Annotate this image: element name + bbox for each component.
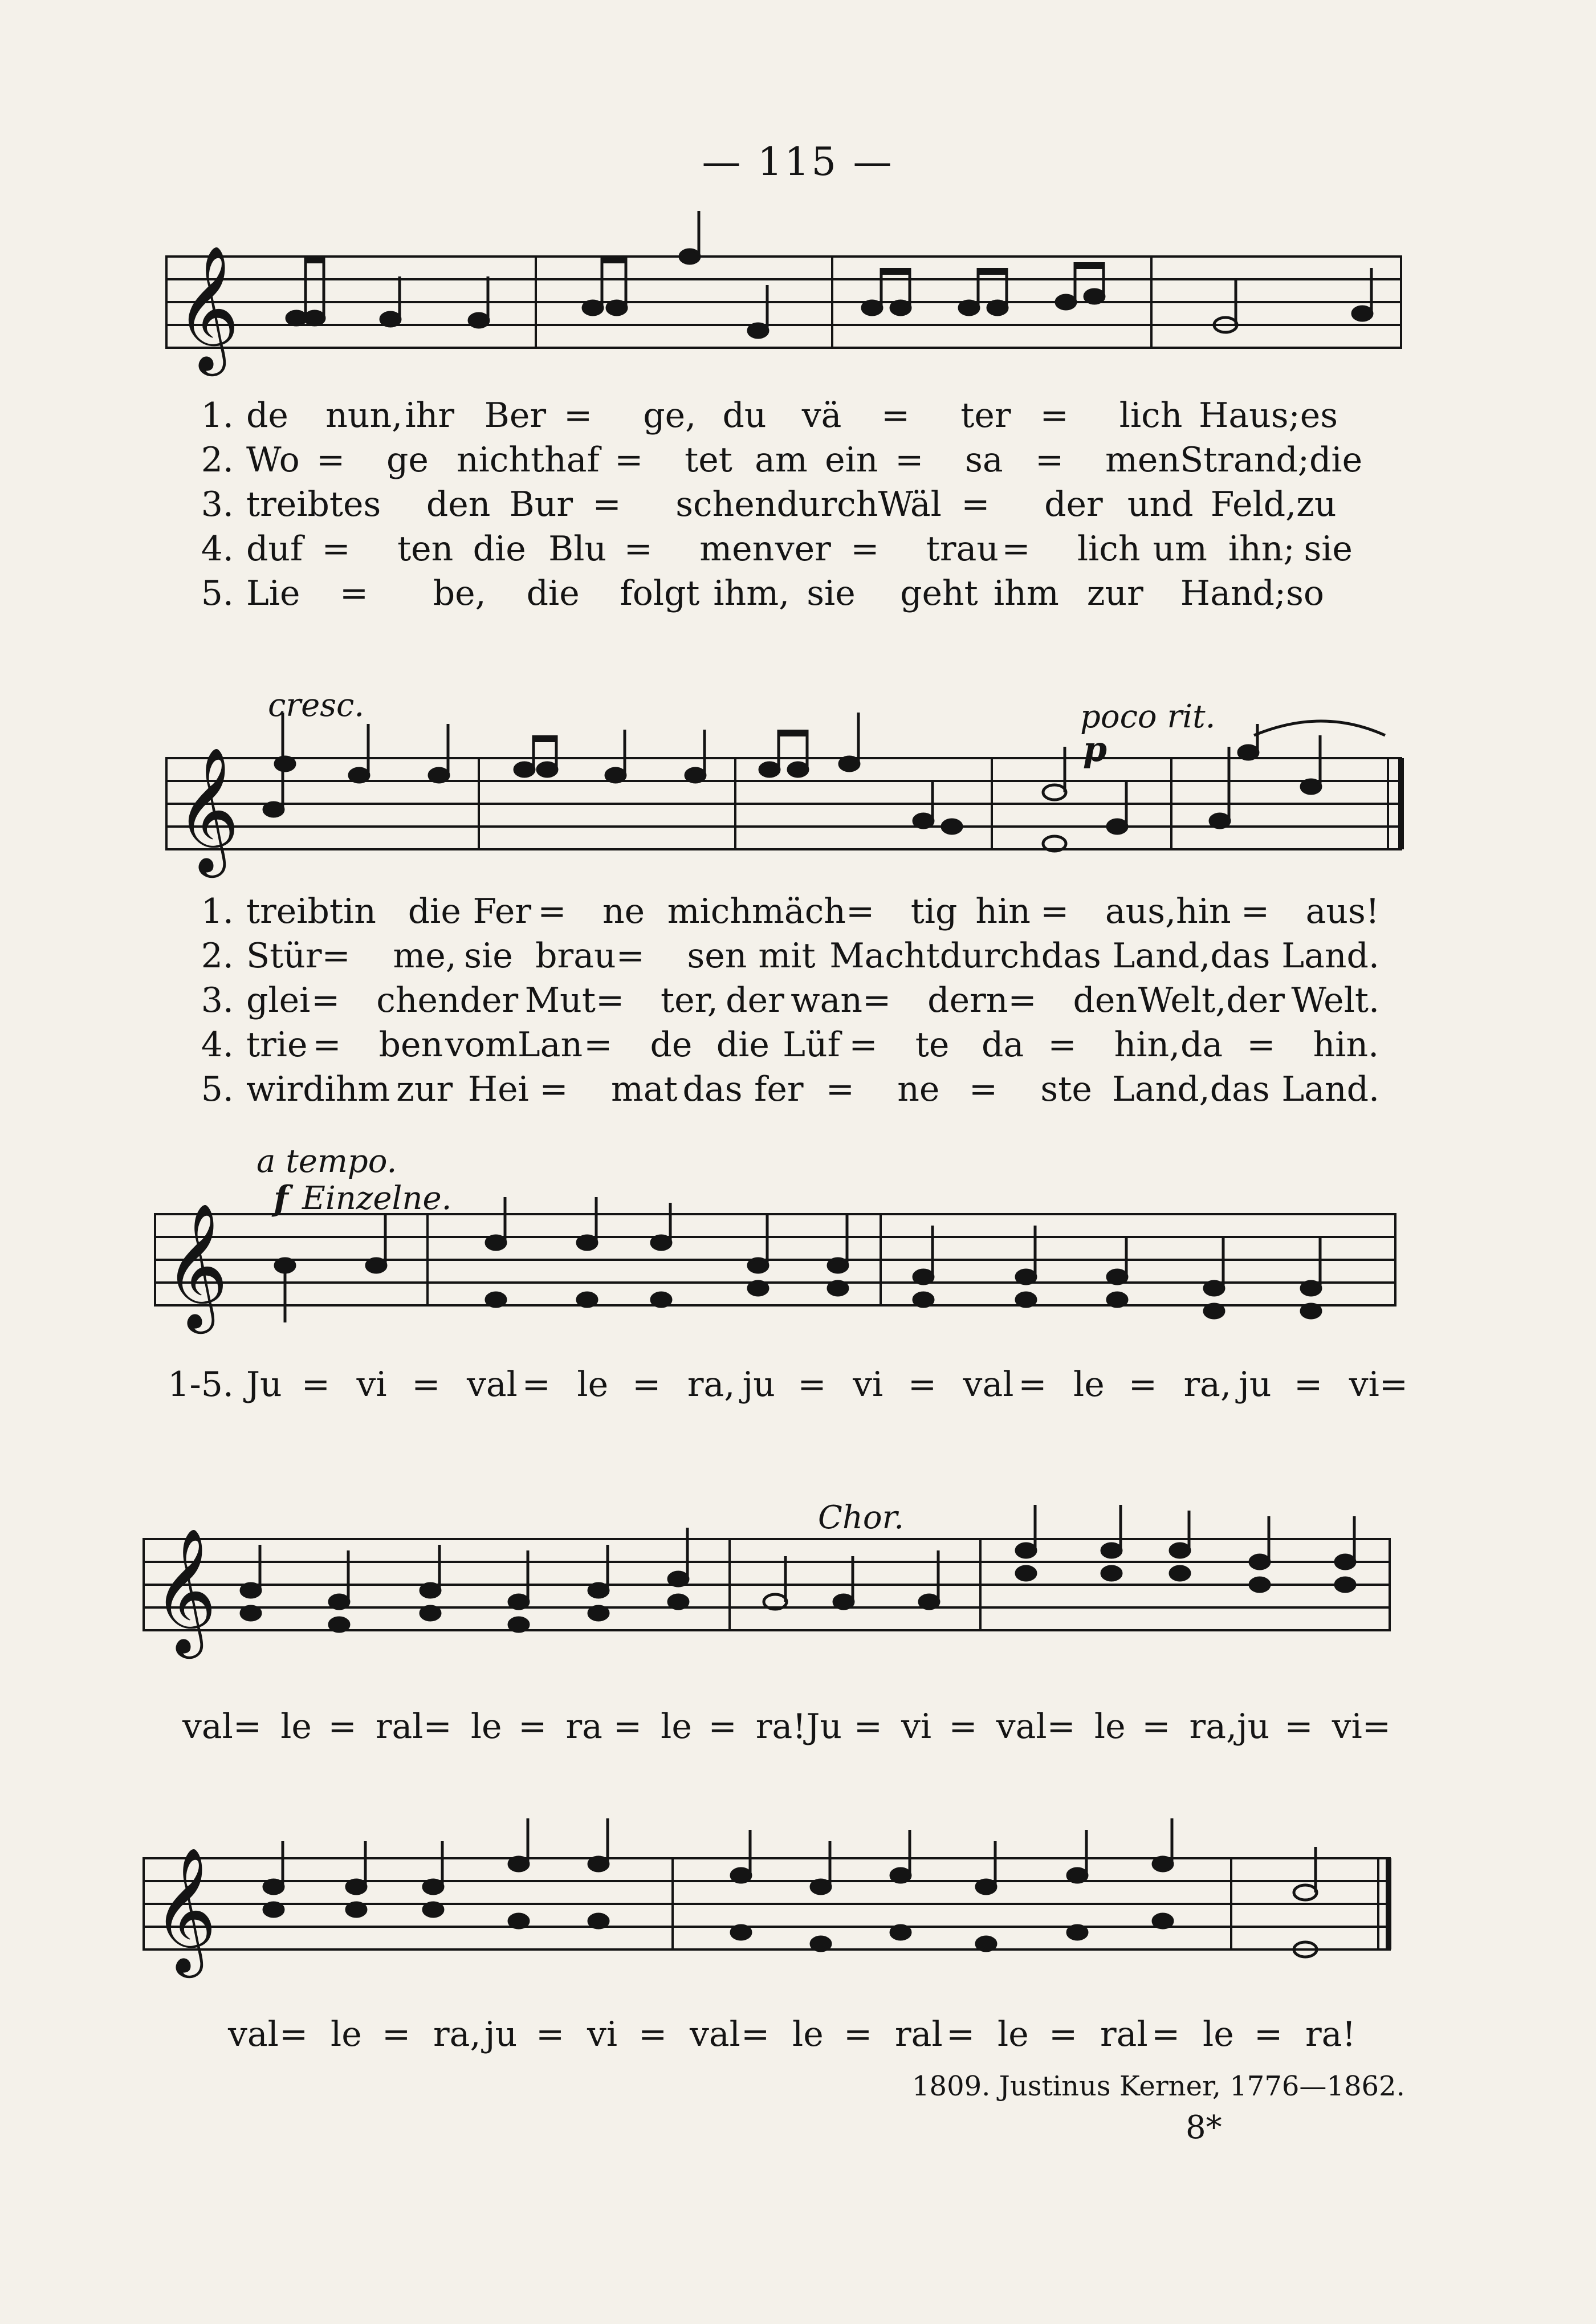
music-staff-system-3 <box>154 1191 1402 1374</box>
svg-text:𝄞: 𝄞 <box>153 1846 217 1972</box>
lyric-line: 3. treibt es den Bur = schen durch Wäl = der und Feld, zu <box>201 485 1337 524</box>
music-staff-system-5 <box>142 1824 1396 2006</box>
poco-rit-marking: poco rit. <box>1080 698 1216 735</box>
lyric-line: 2. Stür = me, sie brau = sen mit Macht durch das Land, das Land. <box>201 936 1379 976</box>
lyrics-system-2 <box>171 889 1379 1112</box>
lyrics-system-4 <box>182 1704 1391 1749</box>
lyrics-system-5 <box>228 2012 1357 2057</box>
svg-text:𝄞: 𝄞 <box>176 746 240 872</box>
lyric-line: 4. trie = ben vom Lan = de die Lüf = te da = hin, da = hin. <box>201 1025 1379 1065</box>
svg-text:𝄞: 𝄞 <box>164 1202 229 1328</box>
lyrics-system-3 <box>154 1362 1408 1407</box>
lyric-line: val = le = ra, ju = vi = val = le = ral = le = ral = le = ra! <box>228 2014 1356 2054</box>
lyric-line: 1. treibt in die Fer = ne mich mäch = tig hin = aus, hin = aus! <box>201 892 1379 931</box>
signature-mark: 8* <box>1186 2109 1222 2146</box>
music-staff-system-4 <box>142 1505 1396 1687</box>
lyric-line: 1-5. Ju = vi = val = le = ra, ju = vi = val = le = ra, ju = vi= <box>168 1365 1408 1405</box>
lyric-line: 5. Lie = be, die folgt ihm, sie geht ihm zur Hand; so <box>201 573 1325 613</box>
lyric-line: 2. Wo = ge nicht haf = tet am ein = sa = men Strand; die <box>201 440 1363 480</box>
cresc-marking: cresc. <box>268 687 365 724</box>
piano-marking: p <box>1083 730 1107 770</box>
page-number: — 115 — <box>702 140 894 185</box>
chor-marking: Chor. <box>818 1499 905 1536</box>
author-credit: 1809. Justinus Kerner, 1776—1862. <box>912 2070 1405 2102</box>
einzelne-marking: Einzelne. <box>302 1180 452 1217</box>
lyric-line: val = le = ral = le = ra = le = ra! Ju = vi = val = le = ra, ju = vi= <box>182 1707 1391 1747</box>
lyric-line: 3. glei = chen der Mut = ter, der wan = dern = den Welt, der Welt. <box>201 980 1380 1020</box>
lyric-line: 4. duf = ten die Blu = men ver = trau = lich um ihn; sie <box>201 529 1353 569</box>
forte-marking: f <box>274 1179 288 1219</box>
lyrics-system-1 <box>171 393 1379 616</box>
music-staff-system-2 <box>165 713 1408 901</box>
a-tempo-marking: a tempo. <box>256 1143 397 1180</box>
svg-text:𝄞: 𝄞 <box>153 1527 217 1653</box>
lyric-line: 5. wird ihm zur Hei = mat das fer = ne = ste Land, das Land. <box>201 1069 1380 1109</box>
svg-text:𝄞: 𝄞 <box>176 245 240 371</box>
music-staff-system-1 <box>165 222 1408 393</box>
lyric-line: 1. de nun, ihr Ber = ge, du vä = ter = lich Haus; es <box>201 396 1338 436</box>
